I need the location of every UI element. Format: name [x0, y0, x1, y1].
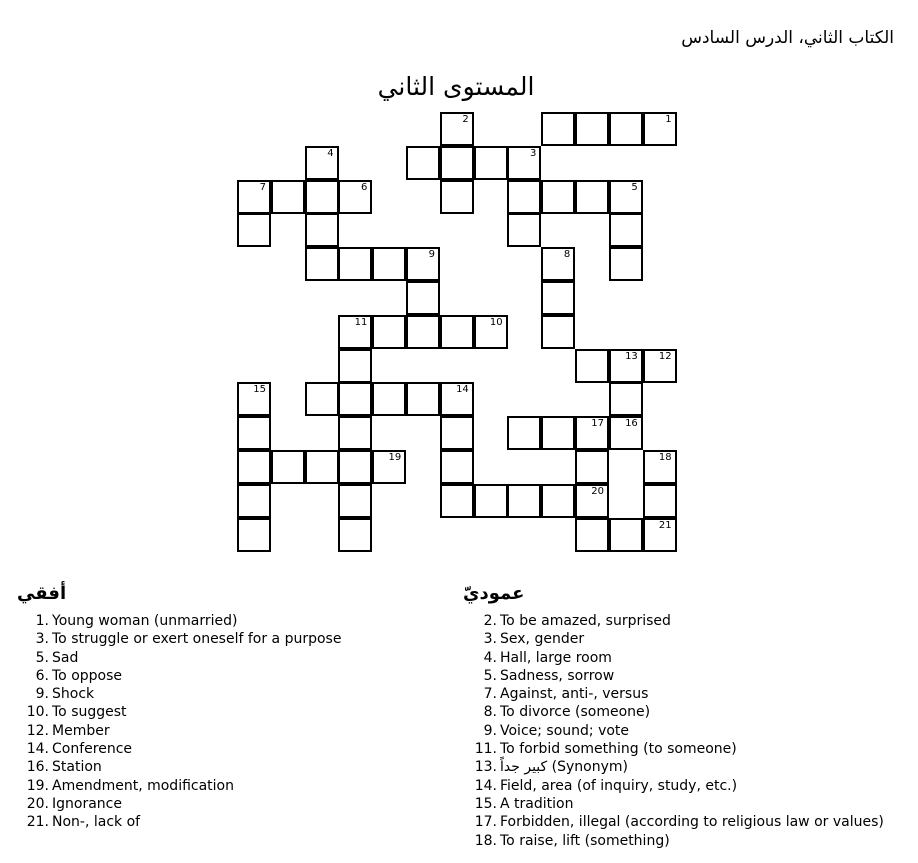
down-clue-list [453, 612, 884, 850]
crossword-cell[interactable] [406, 146, 440, 180]
crossword-cell[interactable] [338, 518, 372, 552]
clue-text: To be amazed, surprised [500, 613, 671, 629]
clue-number: 6. [35, 667, 49, 684]
clue-number: 4. [483, 649, 497, 666]
crossword-cell[interactable] [474, 146, 508, 180]
clue-text: Amendment, modification [52, 777, 234, 794]
crossword-cell[interactable] [338, 247, 372, 281]
crossword-cell[interactable] [338, 382, 372, 416]
clue-number: 7. [483, 686, 497, 703]
crossword-cell[interactable] [305, 382, 339, 416]
down-clue [453, 740, 884, 758]
crossword-cell[interactable] [440, 382, 474, 416]
across-clue [5, 758, 341, 776]
cell-number: 12 [658, 350, 672, 362]
cell-number: 10 [489, 316, 503, 328]
crossword-cell[interactable] [609, 518, 643, 552]
crossword-cell[interactable] [406, 281, 440, 315]
crossword-cell[interactable] [507, 416, 541, 450]
clue-text: To suggest [52, 704, 127, 721]
cell-number: 20 [591, 485, 604, 497]
crossword-cell[interactable] [507, 484, 541, 518]
cell-number: 6 [361, 181, 368, 193]
clue-text: Non-, lack of [52, 814, 141, 831]
crossword-cell[interactable] [609, 213, 643, 247]
crossword-cell[interactable] [643, 484, 677, 518]
crossword-cell[interactable] [372, 450, 406, 484]
crossword-cell[interactable] [305, 146, 339, 180]
clue-text: Conference [52, 741, 133, 758]
clue-text: Voice; sound; vote [500, 722, 630, 739]
clue-number: 9. [483, 722, 497, 739]
crossword-cell[interactable] [338, 484, 372, 518]
down-heading: عموديّ [463, 583, 525, 604]
crossword-cell[interactable] [338, 315, 372, 349]
clue-number: 2. [483, 613, 497, 629]
clue-number: 5. [483, 667, 497, 684]
cell-number: 1 [665, 114, 672, 125]
clue-number: 12. [26, 722, 49, 739]
clue-number: 10. [26, 704, 49, 721]
crossword-cell[interactable] [305, 450, 339, 484]
crossword-cell[interactable] [338, 416, 372, 450]
clue-text: Young woman (unmarried) [52, 613, 238, 629]
page-title: المستوى الثاني [377, 72, 535, 101]
crossword-cell[interactable] [575, 450, 609, 484]
crossword-cell[interactable] [575, 518, 609, 552]
clue-text: Sadness, sorrow [500, 667, 615, 684]
crossword-cell[interactable] [541, 281, 575, 315]
crossword-cell[interactable] [575, 416, 609, 450]
clue-text: Field, area (of inquiry, study, etc.) [500, 777, 738, 794]
crossword-cell[interactable] [372, 382, 406, 416]
crossword-cell[interactable] [237, 518, 271, 552]
crossword-cell[interactable] [406, 315, 440, 349]
crossword-cell[interactable] [305, 180, 339, 214]
clue-number: 19. [26, 777, 49, 794]
clue-number: 8. [483, 704, 497, 721]
crossword-cell[interactable] [609, 416, 643, 450]
clue-number: 5. [35, 649, 49, 666]
clue-text: To forbid something (to someone) [500, 741, 737, 758]
crossword-cell[interactable] [372, 315, 406, 349]
clue-number: 18. [474, 832, 497, 849]
cell-number: 5 [631, 181, 638, 193]
down-clue [453, 758, 884, 776]
clue-number: 13. [474, 759, 497, 776]
cell-number: 8 [563, 249, 571, 261]
crossword-cell[interactable] [609, 180, 643, 214]
cell-number: 11 [354, 316, 368, 328]
cell-number: 21 [658, 519, 672, 531]
clue-number: 9. [35, 686, 49, 703]
crossword-cell[interactable] [440, 146, 474, 180]
crossword-cell[interactable] [541, 484, 575, 518]
cell-number: 14 [456, 384, 469, 396]
crossword-cell[interactable] [507, 180, 541, 214]
crossword-cell[interactable] [541, 247, 575, 281]
crossword-cell[interactable] [271, 450, 305, 484]
clue-number: 14. [474, 777, 497, 794]
clue-number: 11. [474, 741, 497, 758]
clue-number: 15. [474, 795, 497, 812]
crossword-cell[interactable] [541, 180, 575, 214]
down-clue [453, 722, 884, 740]
crossword-cell[interactable] [440, 450, 474, 484]
clue-text: Forbidden, illegal (according to religious law or values) [500, 814, 884, 831]
down-clue [453, 612, 884, 630]
across-clue [5, 612, 341, 630]
clue-text: To oppose [52, 667, 122, 684]
crossword-cell[interactable] [440, 112, 474, 146]
down-clue [453, 777, 884, 795]
clue-number: 1. [35, 613, 49, 629]
clue-text: A tradition [500, 795, 574, 812]
crossword-cell[interactable] [237, 213, 271, 247]
across-clue [5, 703, 341, 721]
crossword-cell[interactable] [372, 247, 406, 281]
down-clue [453, 703, 884, 721]
across-clue [5, 630, 341, 648]
across-clue [5, 685, 341, 703]
crossword-cell[interactable] [338, 180, 372, 214]
across-heading: أفقي [17, 583, 67, 604]
clue-number: 3. [483, 631, 497, 648]
clue-number: 17. [474, 814, 497, 831]
clue-text: Member [52, 722, 110, 739]
crossword-cell[interactable] [643, 450, 677, 484]
crossword-cell[interactable] [474, 484, 508, 518]
across-clue [5, 777, 341, 795]
clue-number: 16. [26, 759, 49, 776]
cell-number: 4 [327, 147, 334, 159]
crossword-cell[interactable] [575, 112, 609, 146]
crossword-cell[interactable] [575, 484, 609, 518]
clue-text: Sad [52, 649, 79, 666]
crossword-cell[interactable] [541, 416, 575, 450]
down-clue [453, 649, 884, 667]
crossword-cell[interactable] [575, 180, 609, 214]
crossword-cell[interactable] [507, 213, 541, 247]
lesson-header: الكتاب الثاني، الدرس السادس [681, 28, 894, 48]
crossword-cell[interactable] [237, 450, 271, 484]
crossword-cell[interactable] [440, 416, 474, 450]
across-clue-list [5, 612, 341, 832]
crossword-cell[interactable] [575, 349, 609, 383]
cell-number: 18 [658, 452, 672, 463]
clue-number: 14. [26, 741, 49, 758]
crossword-cell[interactable] [440, 484, 474, 518]
down-clue [453, 813, 884, 831]
crossword-cell[interactable] [507, 146, 541, 180]
crossword-cell[interactable] [609, 112, 643, 146]
crossword-cell[interactable] [237, 180, 271, 214]
cell-number: 19 [388, 452, 402, 463]
cell-number: 16 [625, 418, 638, 430]
clue-text: كبير جداً (Synonym) [500, 759, 628, 776]
crossword-cell[interactable] [237, 484, 271, 518]
across-clue [5, 740, 341, 758]
clue-text: To divorce (someone) [500, 704, 651, 721]
crossword-cell[interactable] [406, 382, 440, 416]
cell-number: 2 [462, 114, 469, 125]
crossword-cell[interactable] [237, 382, 271, 416]
clue-text: To struggle or exert oneself for a purpose [52, 631, 342, 648]
down-clue [453, 795, 884, 813]
crossword-cell[interactable] [440, 180, 474, 214]
crossword-cell[interactable] [338, 450, 372, 484]
clue-text: To raise, lift (something) [500, 832, 670, 849]
cell-number: 13 [625, 350, 638, 362]
crossword-cell[interactable] [643, 112, 677, 146]
down-clue [453, 832, 884, 850]
crossword-cell[interactable] [440, 315, 474, 349]
clue-text: Sex, gender [500, 631, 585, 648]
crossword-cell[interactable] [609, 382, 643, 416]
clue-text: Ignorance [52, 795, 122, 812]
crossword-cell[interactable] [643, 349, 677, 383]
crossword-cell[interactable] [338, 349, 372, 383]
cell-number: 9 [428, 249, 435, 261]
across-clue [5, 649, 341, 667]
clue-number: 21. [26, 814, 49, 831]
crossword-cell[interactable] [609, 349, 643, 383]
crossword-cell[interactable] [541, 112, 575, 146]
crossword-cell[interactable] [406, 247, 440, 281]
cell-number: 15 [253, 384, 266, 396]
across-clue [5, 795, 341, 813]
across-clue [5, 667, 341, 685]
crossword-cell[interactable] [305, 247, 339, 281]
clue-number: 20. [26, 795, 49, 812]
clue-text: Station [52, 759, 102, 776]
down-clue [453, 685, 884, 703]
crossword-cell[interactable] [237, 416, 271, 450]
across-clue [5, 722, 341, 740]
clue-text: Against, anti-, versus [500, 686, 649, 703]
clue-text: Hall, large room [500, 649, 612, 666]
down-clue [453, 630, 884, 648]
cell-number: 3 [530, 147, 537, 159]
cell-number: 7 [259, 181, 266, 193]
clue-text: Shock [52, 686, 95, 703]
crossword-cell[interactable] [474, 315, 508, 349]
crossword-cell[interactable] [609, 247, 643, 281]
cell-number: 17 [591, 418, 604, 430]
down-clue [453, 667, 884, 685]
crossword-cell[interactable] [305, 213, 339, 247]
across-clue [5, 813, 341, 831]
clue-number: 3. [35, 631, 49, 648]
crossword-cell[interactable] [643, 518, 677, 552]
crossword-cell[interactable] [541, 315, 575, 349]
crossword-cell[interactable] [271, 180, 305, 214]
